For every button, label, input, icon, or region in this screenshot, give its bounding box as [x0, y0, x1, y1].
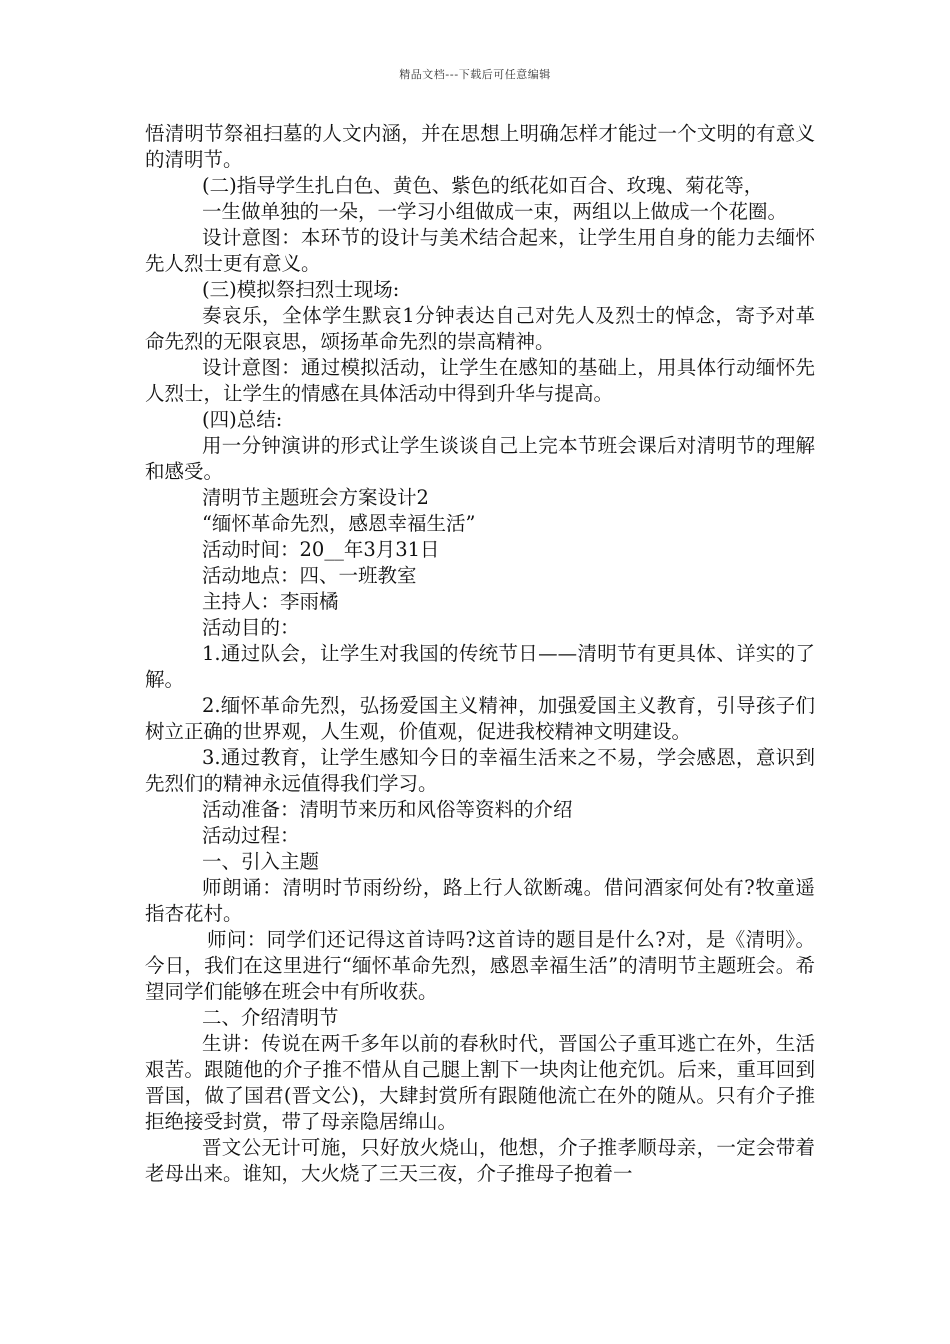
paragraph: (二)指导学生扎白色、黄色、紫色的纸花如百合、玫瑰、菊花等， [202, 174, 764, 197]
section-title: 清明节主题班会方案设计2 [202, 486, 429, 509]
activity-time: 活动时间：20__年3月31日 [202, 538, 440, 561]
paragraph: 师问：同学们还记得这首诗吗?这首诗的题目是什么?对，是《清明》。今日，我们在这里进行“缅怀革命先烈，感恩幸福生活”的清明节主题班会。希望同学们能够在班会中有所收获。 [145, 928, 815, 1003]
paragraph: (四)总结: [202, 408, 283, 431]
paragraph: 活动目的： [202, 616, 300, 639]
paragraph: 一生做单独的一朵，一学习小组做成一束，两组以上做成一个花圈。 [202, 200, 788, 223]
activity-location: 活动地点：四、一班教室 [202, 564, 417, 587]
list-item: 2.缅怀革命先烈，弘扬爱国主义精神，加强爱国主义教育，引导孩子们树立正确的世界观，人生观，价值观，促进我校精神文明建设。 [145, 694, 815, 743]
paragraph: 悟清明节祭祖扫墓的人文内涵，并在思想上明确怎样才能过一个文明的有意义的清明节。 [145, 122, 815, 171]
paragraph: 活动过程： [202, 824, 300, 847]
page-header: 精品文档---下载后可任意编辑 [399, 68, 551, 81]
paragraph: 二、介绍清明节 [202, 1006, 339, 1029]
paragraph: (三)模拟祭扫烈士现场: [202, 278, 400, 301]
paragraph: 设计意图：通过模拟活动，让学生在感知的基础上，用具体行动缅怀先人烈士，让学生的情感在具体活动中得到升华与提高。 [145, 356, 815, 405]
paragraph: 师朗诵：清明时节雨纷纷，路上行人欲断魂。借问酒家何处有?牧童遥指杏花村。 [145, 876, 815, 925]
paragraph: 晋文公无计可施，只好放火烧山，他想，介子推孝顺母亲，一定会带着老母出来。谁知，大火烧了三天三夜，介子推母子抱着一 [145, 1136, 815, 1185]
paragraph: 一、引入主题 [202, 850, 320, 873]
document-body [145, 121, 815, 1187]
paragraph: 奏哀乐，全体学生默哀1分钟表达自己对先人及烈士的悼念，寄予对革命先烈的无限哀思，颂扬革命先烈的崇高精神。 [145, 304, 815, 353]
section-subtitle: “缅怀革命先烈，感恩幸福生活” [202, 512, 476, 535]
list-item: 3.通过教育，让学生感知今日的幸福生活来之不易，学会感恩，意识到先烈们的精神永远值得我们学习。 [145, 746, 815, 795]
paragraph: 活动准备：清明节来历和风俗等资料的介绍 [202, 798, 573, 821]
host: 主持人：李雨橘 [202, 590, 339, 613]
paragraph: 用一分钟演讲的形式让学生谈谈自己上完本节班会课后对清明节的理解和感受。 [145, 434, 815, 483]
paragraph: 设计意图：本环节的设计与美术结合起来，让学生用自身的能力去缅怀先人烈士更有意义。 [145, 226, 815, 275]
paragraph: 生讲：传说在两千多年以前的春秋时代，晋国公子重耳逃亡在外，生活艰苦。跟随他的介子推不惜从自己腿上割下一块肉让他充饥。后来，重耳回到晋国，做了国君(晋文公)，大肆封赏所有跟随他流亡在外的随从。只有介子推拒绝接受封赏，带了母亲隐居绵山。 [145, 1032, 815, 1133]
list-item: 1.通过队会，让学生对我国的传统节日——清明节有更具体、详实的了解。 [145, 642, 815, 691]
